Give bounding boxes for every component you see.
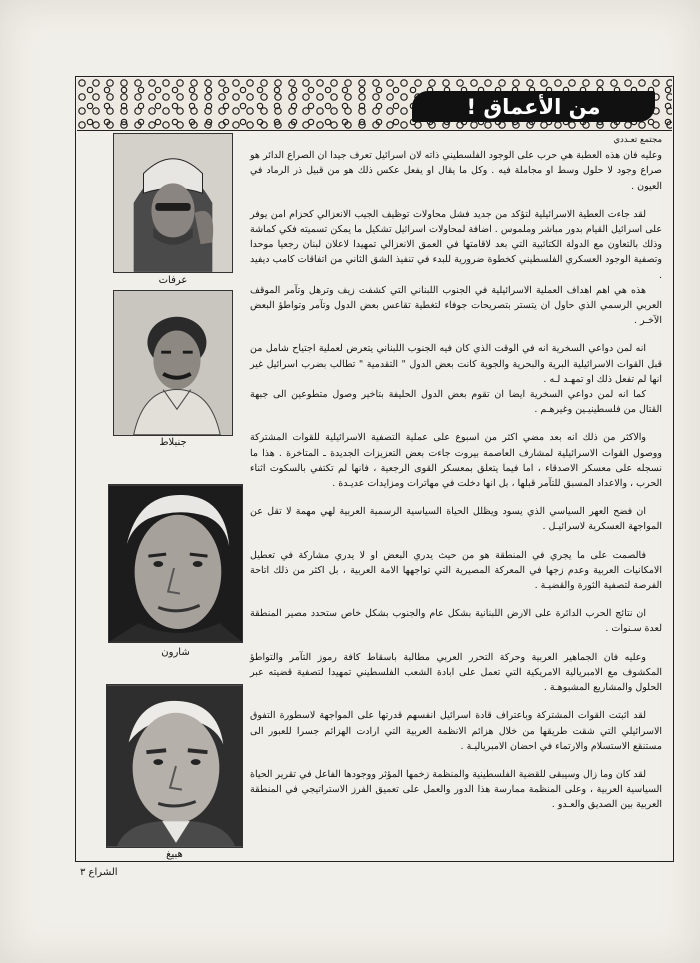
photo-sharon: [108, 484, 243, 643]
photo-habib: [106, 684, 243, 848]
portrait-arafat-image: [114, 134, 232, 272]
article-paragraph: لقد كان وما زال وسيبقى للقضية الفلسطينية والمنظمة زخمها المؤثر ووجودها الفاعل في تقرير الحياة السياسية العربية ، وعلى المنظمة ممارسة هذا الدور والعمل على تعميق الفرز الاستراتيجي في المنطقة العربية بين الصديق والعـدو .: [250, 768, 662, 811]
article-paragraph: كما انه لمن دواعي السخرية ايضا ان تقوم بعض الدول الحليفة بتاخير وصول متطوعين الى جبهة القتال من فلسطينيـين وغيرهـم .: [250, 389, 662, 416]
article-paragraph: وعليه فان هذه العطبة هي حرب على الوجود الفلسطيني ذاته لان اسرائيل تعرف جيدا ان الصراع الدائر هو صراع وجود لا حلول وسط او مجاملة فيه . وكل ما يقال او يفعل عكس ذلك هو من قبيل ذر الرماد في العيون .: [250, 150, 662, 192]
article-paragraph: ان فضح العهر السياسي الذي يسود ويظلل الحياة السياسية الرسمية العربية لهي مهمة لا تقل عن المواجهة العسكرية لاسرائيـل .: [250, 506, 662, 533]
article-paragraph: وعليه فان الجماهير العربية وحركة التحرر العربي مطالبة باسقاط كافة رموز التآمر والتواطؤ المكشوف مع الامبريالية الامريكية التي تعمل على ابادة الشعب الفلسطيني تمهيدا لتصفية قضيته عبر الحلول والمشاريع المشبوهـة .: [250, 651, 662, 694]
caption-habib: هبيغ: [166, 849, 183, 860]
article-paragraph: فالصمت على ما يجري في المنطقة هو من حيث يدري البعض او لا يدري مشاركة في تعطيل الامكانيات العربية وعدم زجها في المعركة المصيرية التي تواجهها الامة العربية ، بل اكثر من ذلك اتاحة الفرصة لتصفية الثورة والقضيـة .: [250, 549, 662, 592]
page-footer: الشراع ٣: [80, 867, 118, 878]
photo-arafat: [113, 133, 233, 273]
article-paragraph: مجتمع تعـددي: [613, 135, 662, 145]
article-paragraph: انه لمن دواعي السخرية انه في الوقت الذي كان فيه الجنوب اللبناني يتعرض لعملية اجتياح شامل من قبل القوات الاسرائيلية البرية والبحرية والجوية كانت بعض الدول " التقدمية " تطالب بضرب اسرائيل غير انها لم تفعل ذلك او تمهـد لـه .: [250, 343, 662, 385]
article-paragraph: ان نتائج الحرب الدائرة على الارض اللبنانية بشكل عام والجنوب بشكل خاص ستحدد مصير المنطقة لعدة سـنوات .: [250, 608, 662, 635]
article-body: [250, 133, 662, 858]
article-paragraph: لقد جاءت العطية الاسرائيلية لتؤكد من جديد فشل محاولات توظيف الجيب الانعزالي كحزام امن يوفر على اسرائيل القيام بدور مباشر وملموس . اضافة لمحاولات اسرائيل تشكيل ما يمكن تسميته فكي كماشة وذلك بالتعاون مع الدولة الكتائبية التي بعد لاقامتها في العمق الانعزالي تمهيدا لاعلان لبنان رجعيا موحدا وتصفية الوجود العسكري الفلسطيني كخطوة ضرورية للبدء في تنفيذ الشق الثاني من اتفاقات كامب ديفيد .: [250, 208, 662, 281]
photo-jumblatt: [113, 290, 233, 436]
portrait-jumblatt-image: [114, 291, 232, 435]
portrait-sharon-image: [109, 485, 242, 642]
article-paragraph: لقد اثبتت القوات المشتركة وباعتراف قادة اسرائيل انفسهم قدرتها على المواجهة لاسطورة التفوق الاسرائيلي التي شقت طريقها من خلال هزائم الانظمة العربية التي ارادت الهزائم جسرا للعبور الى مستنقع الاستسلام والارتماء في احضان الامبرياليـة .: [250, 710, 662, 752]
article-paragraph: هذه هي اهم اهداف العملية الاسرائيلية في الجنوب اللبناني التي كشفت زيف وترهل وتآمر الموقف العربي الرسمي الذي حاول ان يتستر بتصريحات جوفاء لتغطية تقاعس بعض الدول وتآمر وتواطؤ البعض الآخـر .: [250, 284, 662, 327]
caption-arafat: عرفات: [158, 275, 188, 286]
caption-sharon: شارون: [161, 647, 190, 658]
portrait-habib-image: [107, 685, 242, 847]
article-paragraph: والاكثر من ذلك انه بعد مضي اكثر من اسبوع على عملية التصفية الاسرائيلية للقوات المشتركة ووصول القوات الاسرائيلية لمشارف العاصمة بيروت جاءت بعض التعزيزات الجديدة ـ المتاخرة . هذا ما نسجله على معسكر الاصدقاء ، اما فيما يتعلق بمعسكر القوى الرجعية ، فانها لم تكتفي بالسكوت اثناء الحرب ، والاعداد المسبق للتآمر قبلها ، بل انها دخلت في مهاترات ومزايدات عديـدة .: [250, 432, 662, 490]
section-title: من الأعماق !: [412, 91, 655, 122]
caption-jumblatt: جنبلاط: [159, 437, 187, 448]
